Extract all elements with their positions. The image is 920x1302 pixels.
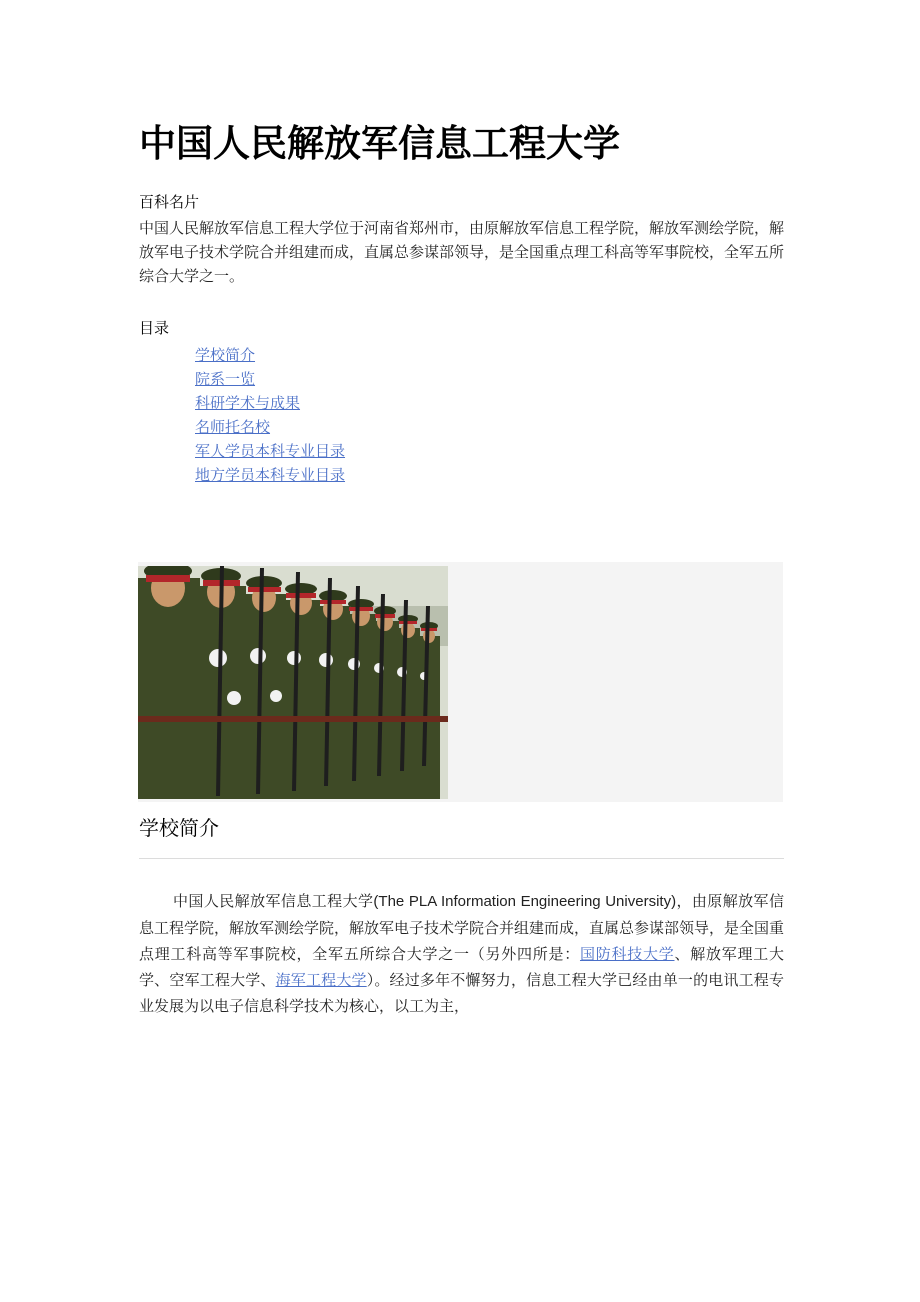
- school-intro-paragraph: [139, 888, 784, 1019]
- paragraph-text: 、解放军理工大学、空军工程大学、: [139, 945, 784, 989]
- paragraph-english-name: (The PLA Information Engineering University): [373, 893, 677, 910]
- encyclopedia-card-heading: 百科名片: [139, 193, 200, 211]
- toc-link-military-majors[interactable]: 军人学员本科专业目录: [195, 442, 346, 460]
- toc-item: [195, 343, 345, 367]
- paragraph-text: 中国人民解放军信息工程大学: [173, 892, 374, 910]
- toc-link-school-intro[interactable]: 学校简介: [195, 346, 256, 364]
- link-nudt[interactable]: 国防科技大学: [579, 945, 675, 963]
- section-heading-school-intro: 学校简介: [139, 816, 219, 840]
- toc-list: [195, 343, 345, 487]
- page-title: 中国人民解放军信息工程大学: [139, 122, 620, 165]
- toc-link-departments[interactable]: 院系一览: [195, 370, 256, 388]
- toc-link-famous-teachers[interactable]: 名师托名校: [195, 418, 271, 436]
- encyclopedia-card-summary: 中国人民解放军信息工程大学位于河南省郑州市，由原解放军信息工程学院，解放军测绘学院，解放军电子技术学院合并组建而成，直属总参谋部领导，是全国重点理工科高等军事院校，全军五所综合大学之一。: [139, 219, 785, 285]
- soldiers-honor-guard-photo: [138, 566, 448, 799]
- toc-item: [195, 391, 345, 415]
- toc-item: [195, 439, 345, 463]
- toc-item: [195, 367, 345, 391]
- toc-link-civilian-majors[interactable]: 地方学员本科专业目录: [195, 466, 346, 484]
- paragraph-text: ，由原解放军信息工程学院，解放军测绘学院，解放军电子技术学院合并组建而成，直属总参谋部领导，是全国重点理工科高等军事院校，全军五所综合大学之一（另外四所是：: [139, 892, 785, 963]
- link-naval-engineering-university[interactable]: 海军工程大学: [275, 971, 367, 989]
- toc-item: [195, 415, 345, 439]
- toc-heading: 目录: [139, 319, 170, 337]
- photo-panel: [138, 562, 783, 802]
- paragraph-text: ）。经过多年不懈努力，信息工程大学已经由单一的电讯工程专业发展为以电子信息科学技术为核心，以工为主，: [139, 971, 784, 1015]
- toc-item: [195, 463, 345, 487]
- toc-link-research[interactable]: 科研学术与成果: [195, 394, 301, 412]
- section-divider: [139, 858, 784, 859]
